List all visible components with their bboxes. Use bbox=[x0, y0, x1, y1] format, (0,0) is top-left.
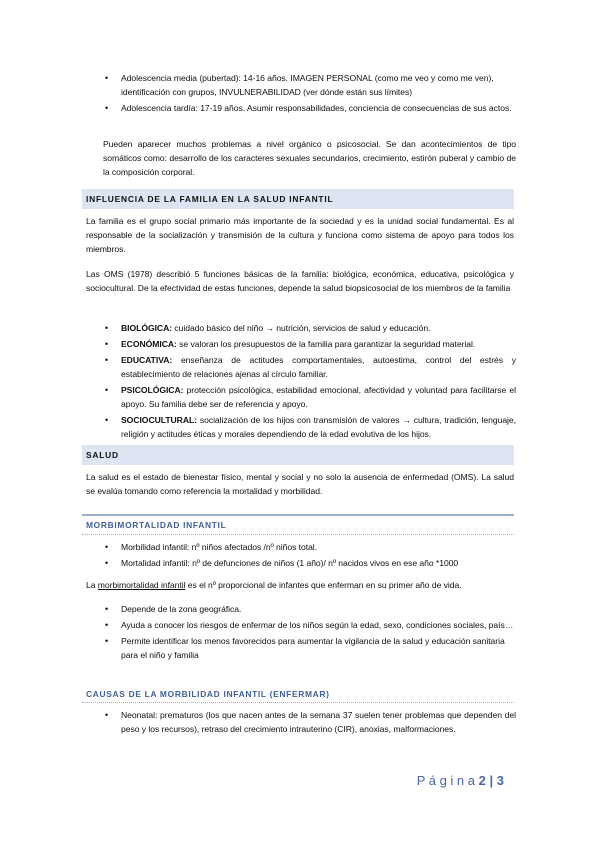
list-item: • Neonatal: prematuros (los que nacen antes de la semana 37 suelen tener problemas que dependen del peso y los recursos), retraso del crecimiento intrauterino (CIR), anoxias, malformaciones. bbox=[105, 710, 516, 734]
health-paragraph: La salud es el estado de bienestar físico, mental y social y no solo la ausencia de enfermedad (OMS). La salud se evalúa tomando como referencia la mortalidad y morbilidad. bbox=[86, 472, 514, 496]
bullet-icon: • bbox=[105, 355, 109, 365]
list-item: • PSICOLÓGICA: protección psicológica, estabilidad emocional, afectividad y voluntad para facilitarse el apoyo. Su familia debe ser de referencia y apoyo. bbox=[105, 385, 516, 409]
bullet-icon: • bbox=[105, 604, 109, 614]
section-heading-morbimortality: MORBIMORTALIDAD INFANTIL bbox=[86, 520, 227, 530]
page-footer bbox=[417, 773, 504, 788]
section-heading-family: INFLUENCIA DE LA FAMILIA EN LA SALUD INFANTIL bbox=[82, 189, 514, 209]
bullet-icon: • bbox=[105, 636, 109, 646]
family-paragraph-1: La familia es el grupo social primario más importante de la sociedad y es la unidad social fundamental. Es al responsable de la socialización y transmisión de la cultura y funciona como sistema de apoyo para todos los miembros. bbox=[86, 216, 514, 254]
list-item: • Adolescencia tardía: 17-19 años. Asumir responsabilidades, conciencia de consecuencias de sus actos. bbox=[105, 103, 512, 113]
bullet-icon: • bbox=[105, 73, 109, 83]
section-heading-health: SALUD bbox=[82, 445, 514, 465]
page-total: 3 bbox=[496, 773, 504, 788]
list-item: • Mortalidad infantil: nº de defunciones de niños (1 año)/ nº nacidos vivos en ese año *1000 bbox=[105, 558, 459, 568]
bullet-icon: • bbox=[105, 103, 109, 113]
list-item: • Morbilidad infantil: nº niños afectados /nº niños total. bbox=[105, 542, 317, 552]
list-item: • ECONÓMICA: se valoran los presupuestos de la familia para garantizar la seguridad material. bbox=[105, 339, 476, 349]
bullet-icon: • bbox=[105, 542, 109, 552]
list-item: • Ayuda a conocer los riesgos de enfermar de los niños según la edad, sexo, condiciones sociales, país… bbox=[105, 620, 514, 630]
list-item: • Adolescencia media (pubertad): 14-16 años. IMAGEN PERSONAL (como me veo y como me ven), identificación con grupos, INVULNERABILIDAD (ver dónde están sus límites) bbox=[105, 73, 494, 97]
causes-list bbox=[105, 708, 516, 736]
section-heading-causes: CAUSAS DE LA MORBILIDAD INFANTIL (ENFERMAR) bbox=[86, 689, 330, 699]
family-paragraph-2: Las OMS (1978) describió 5 funciones básicas de la familia: biológica, económica, educativa, psicológica y sociocultural. De la efectividad de estas funciones, depende la salud biopsicosocial de los miembros de la familia bbox=[86, 269, 514, 293]
section-rule bbox=[82, 514, 514, 516]
bullet-icon: • bbox=[105, 415, 109, 425]
bullet-icon: • bbox=[105, 339, 109, 349]
section-rule-dotted bbox=[82, 702, 514, 703]
bullet-icon: • bbox=[105, 558, 109, 568]
intro-bullet-list bbox=[105, 71, 516, 115]
list-item: • Depende de la zona geográfica. bbox=[105, 604, 242, 614]
bullet-icon: • bbox=[105, 385, 109, 395]
page-number: 2 bbox=[478, 773, 486, 788]
morbimortality-list bbox=[105, 540, 516, 570]
bullet-icon: • bbox=[105, 710, 109, 720]
list-item: • BIOLÓGICA: cuidado básico del niño → nutrición, servicios de salud y educación. bbox=[105, 323, 431, 333]
section-rule-dotted bbox=[82, 534, 514, 535]
bullet-icon: • bbox=[105, 323, 109, 333]
page-label: P á g i n a bbox=[416, 773, 476, 788]
list-item: • EDUCATIVA: enseñanza de actitudes comportamentales, autoestima, control del estrés y establecimiento de relaciones ajenas al círculo familiar. bbox=[105, 355, 516, 379]
morbimortality-definition: La morbimortalidad infantil es el nº proporcional de infantes que enferman en su primer año de vida. bbox=[86, 580, 462, 590]
family-functions-list bbox=[105, 321, 516, 441]
bullet-icon: • bbox=[105, 620, 109, 630]
morbimortality-points-list bbox=[105, 602, 516, 662]
list-item: • SOCIOCULTURAL: socialización de los hijos con transmisión de valores → cultura, tradición, lenguaje, religión y actitudes éticas y morales dependiendo de la edad evolutiva de los hijos. bbox=[105, 415, 516, 439]
intro-paragraph: Pueden aparecer muchos problemas a nivel orgánico o psicosocial. Se dan acontecimientos de tipo somáticos como: desarrollo de los caracteres sexuales secundarios, crecimiento, estirón puberal y cambio de la composición corporal. bbox=[103, 139, 516, 177]
page-separator: | bbox=[489, 773, 494, 788]
list-item: • Permite identificar los menos favorecidos para aumentar la vigilancia de la salud y educación sanitaria para el niño y familia bbox=[105, 636, 505, 660]
